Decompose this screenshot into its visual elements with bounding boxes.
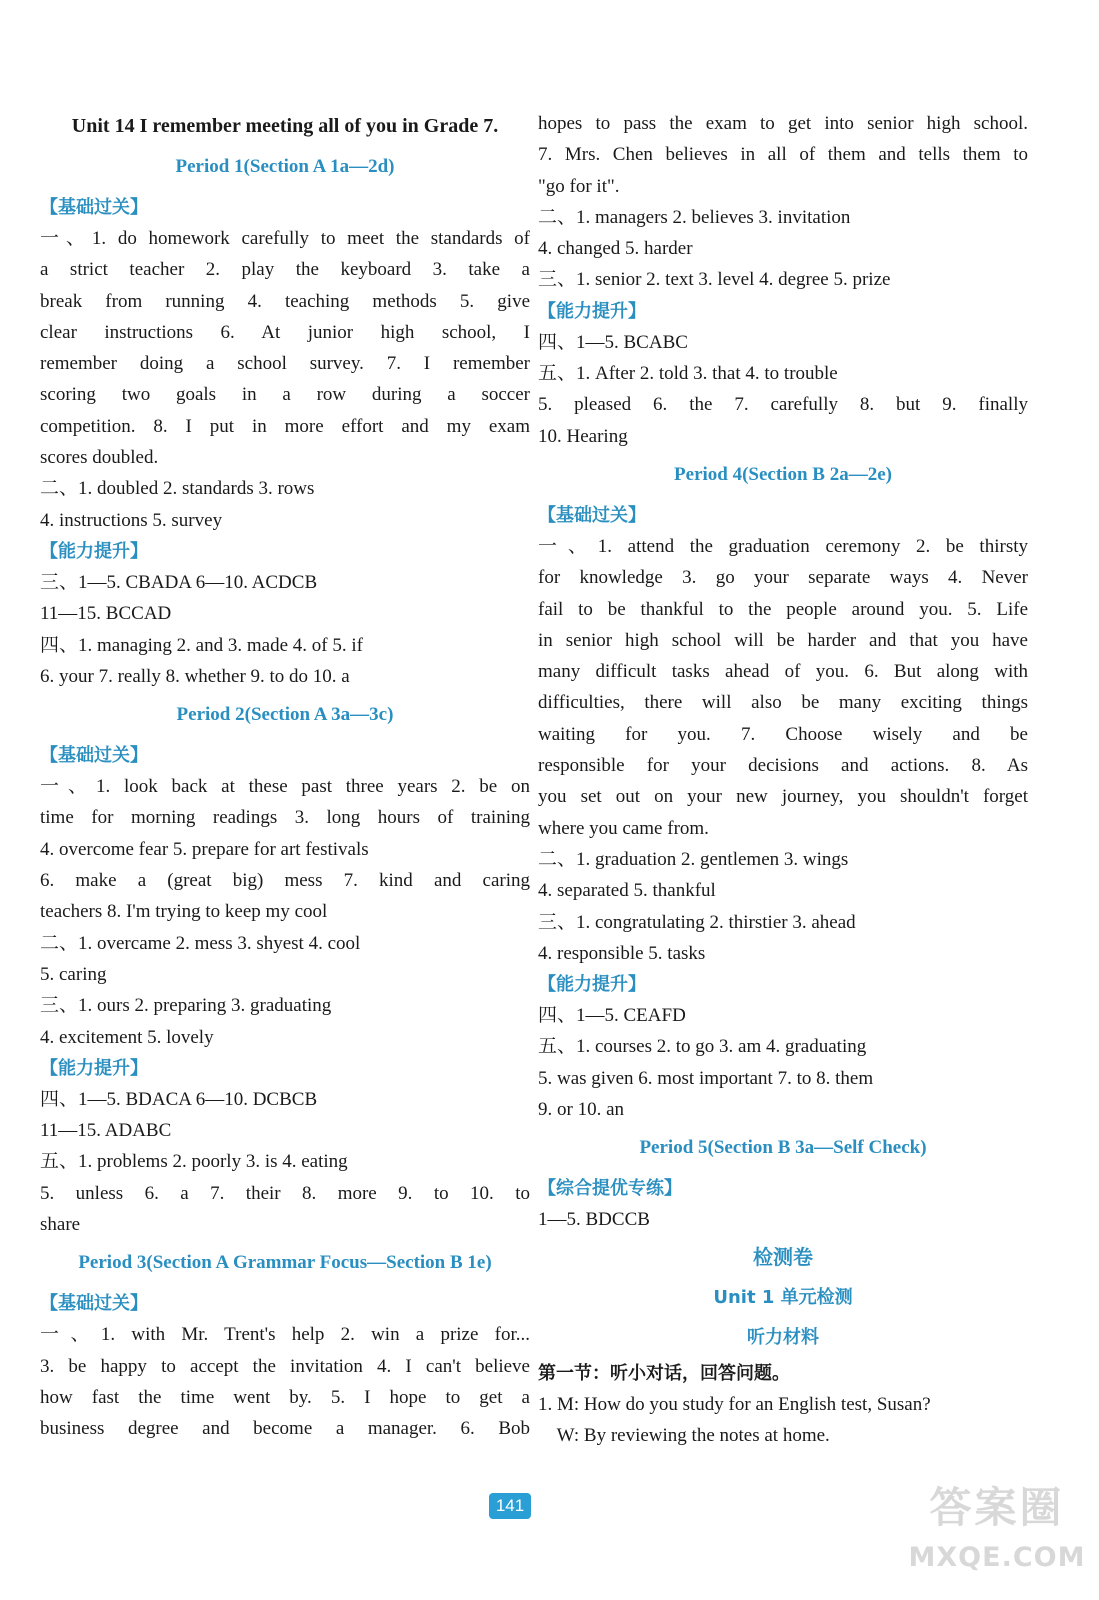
answer-line: competition. 8. I put in more effort and my exam: [40, 415, 530, 437]
answer-line: 一、1. do homework carefully to meet the standards of: [40, 228, 530, 249]
answer-line: "go for it".: [538, 175, 620, 197]
answer-line: waiting for you. 7. Choose wisely and be: [538, 723, 1028, 745]
answer-line: for knowledge 3. go your separate ways 4. Never: [538, 567, 1028, 589]
answer-line: 6. your 7. really 8. whether 9. to do 10. a: [40, 665, 350, 687]
answer-line: break from running 4. teaching methods 5. give: [40, 290, 530, 312]
answer-line: 五、1. courses 2. to go 3. am 4. graduating: [538, 1036, 867, 1058]
answer-line: 一、1. attend the graduation ceremony 2. be thirsty: [538, 535, 1028, 557]
watermark-url: MXQE.COM: [908, 1542, 1086, 1573]
answer-line: 四、1—5. BCABC: [538, 331, 688, 353]
listening-section-title: 第一节：听小对话，回答问题。: [538, 1362, 790, 1384]
answer-line: many difficult tasks ahead of you. 6. But along with: [538, 661, 1028, 683]
answer-line: 5. caring: [40, 963, 107, 985]
answer-line: fail to be thankful to the people around you. 5. Life: [538, 598, 1028, 620]
answer-line: 4. separated 5. thankful: [538, 880, 716, 902]
answer-line: teachers 8. I'm trying to keep my cool: [40, 901, 328, 923]
listening-material-title: 听力材料: [747, 1326, 819, 1348]
answer-line: remember doing a school survey. 7. I remember: [40, 353, 530, 375]
answer-line: 一、1. with Mr. Trent's help 2. win a prize for...: [40, 1324, 530, 1346]
answer-line: 四、1—5. BDACA 6—10. DCBCB: [40, 1088, 318, 1110]
period-3-title: Period 3(Section A Grammar Focus—Section B 1e): [78, 1252, 492, 1274]
answer-line: 4. overcome fear 5. prepare for art festivals: [40, 838, 369, 860]
period-4-advanced-section: 【能力提升】: [538, 974, 646, 996]
answer-line: 五、1. problems 2. poorly 3. is 4. eating: [40, 1151, 348, 1173]
answer-line: hopes to pass the exam to get into senior high school.: [538, 113, 1028, 134]
period-4-basic-section: 【基础过关】: [538, 504, 646, 526]
answer-line: scoring two goals in a row during a soccer: [40, 384, 530, 406]
answer-line: 三、1. senior 2. text 3. level 4. degree 5. prize: [538, 269, 891, 291]
answer-line: 三、1—5. CBADA 6—10. ACDCB: [40, 571, 318, 593]
left-column: [40, 108, 530, 1445]
answer-line: time for morning readings 3. long hours of training: [40, 807, 530, 829]
period-2-title: Period 2(Section A 3a—3c): [176, 704, 394, 726]
answer-line: share: [40, 1214, 81, 1236]
answer-line: 4. instructions 5. survey: [40, 509, 223, 531]
answer-line: 4. excitement 5. lovely: [40, 1026, 214, 1048]
answer-line: 11—15. ADABC: [40, 1120, 172, 1142]
dialogue-line: 1. M: How do you study for an English test, Susan?: [538, 1393, 931, 1415]
advanced-section: 【能力提升】: [538, 300, 646, 322]
answer-line: 9. or 10. an: [538, 1099, 625, 1121]
test-heading: 检测卷: [753, 1244, 813, 1269]
answer-line: in senior high school will be harder and that you have: [538, 629, 1028, 651]
answer-line: 五、1. After 2. told 3. that 4. to trouble: [538, 363, 838, 385]
answer-line: 3. be happy to accept the invitation 4. I can't believe: [40, 1355, 530, 1377]
answer-line: 四、1—5. CEAFD: [538, 1005, 686, 1027]
dialogue-line: W: By reviewing the notes at home.: [538, 1425, 830, 1447]
period-5-comprehensive-section: 【综合提优专练】: [538, 1178, 682, 1200]
answer-line: 一、1. look back at these past three years 2. be on: [40, 776, 530, 798]
answer-line: 二、1. doubled 2. standards 3. rows: [40, 478, 315, 500]
right-column: [538, 108, 1028, 1452]
answer-line: 10. Hearing: [538, 425, 628, 447]
period-2-advanced-section: 【能力提升】: [40, 1057, 148, 1079]
site-watermark: [902, 1478, 1092, 1590]
answer-line: 1—5. BDCCB: [538, 1209, 650, 1231]
answer-line: responsible for your decisions and actions. 8. As: [538, 755, 1028, 777]
answer-line: 11—15. BCCAD: [40, 603, 172, 625]
page-number-badge: 141: [489, 1493, 531, 1519]
answer-line: 5. pleased 6. the 7. carefully 8. but 9. finally: [538, 394, 1028, 416]
answer-line: clear instructions 6. At junior high school, I: [40, 321, 530, 343]
answer-line: 5. unless 6. a 7. their 8. more 9. to 10. to: [40, 1182, 530, 1204]
answer-line: you set out on your new journey, you shouldn't forget: [538, 786, 1028, 808]
answer-line: difficulties, there will also be many exciting things: [538, 692, 1028, 714]
test-unit-title: Unit 1 单元检测: [713, 1286, 853, 1308]
unit-title: Unit 14 I remember meeting all of you in Grade 7.: [71, 115, 499, 137]
period-1-title: Period 1(Section A 1a—2d): [175, 156, 395, 177]
answer-line: 四、1. managing 2. and 3. made 4. of 5. if: [40, 634, 363, 656]
answer-line: 7. Mrs. Chen believes in all of them and tells them to: [538, 144, 1028, 166]
answer-line: 三、1. ours 2. preparing 3. graduating: [40, 995, 332, 1017]
answer-line: how fast the time went by. 5. I hope to get a: [40, 1386, 530, 1408]
period-1-basic-section: 【基础过关】: [40, 197, 148, 218]
answer-line: scores doubled.: [40, 447, 159, 469]
answer-line: 二、1. managers 2. believes 3. invitation: [538, 206, 851, 228]
answer-line: 4. changed 5. harder: [538, 238, 693, 260]
answer-line: 三、1. congratulating 2. thirstier 3. ahead: [538, 911, 856, 933]
answer-line: 5. was given 6. most important 7. to 8. them: [538, 1067, 874, 1089]
answer-line: 4. responsible 5. tasks: [538, 942, 706, 964]
answer-line: 6. make a (great big) mess 7. kind and caring: [40, 870, 530, 892]
period-3-basic-section: 【基础过关】: [40, 1293, 148, 1315]
answer-line: 二、1. graduation 2. gentlemen 3. wings: [538, 848, 849, 870]
answer-line: business degree and become a manager. 6. Bob: [40, 1418, 530, 1440]
period-4-title: Period 4(Section B 2a—2e): [674, 463, 892, 485]
period-1-advanced-section: 【能力提升】: [40, 540, 148, 562]
period-5-title: Period 5(Section B 3a—Self Check): [639, 1137, 927, 1159]
period-2-basic-section: 【基础过关】: [40, 745, 148, 767]
answer-line: where you came from.: [538, 817, 709, 839]
answer-line: 二、1. overcame 2. mess 3. shyest 4. cool: [40, 932, 361, 954]
watermark-logo: 答案圈: [929, 1483, 1065, 1532]
answer-line: a strict teacher 2. play the keyboard 3. take a: [40, 259, 530, 281]
